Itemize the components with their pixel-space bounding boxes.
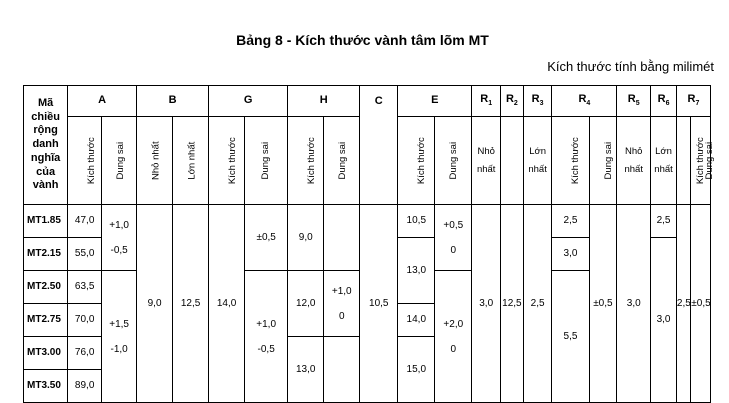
B-max: 12,5 [173, 205, 209, 403]
A-size: 89,0 [68, 370, 102, 403]
R1-min-header: Nhỏ nhất [472, 117, 501, 205]
R6-max-header: Lớn nhất [651, 117, 677, 205]
E-size: 13,0 [398, 238, 435, 304]
A-size-header: Kích thước [68, 117, 102, 205]
E-size: 15,0 [398, 337, 435, 403]
G-size-header: Kích thước [209, 117, 245, 205]
header-R1: $R_1$ [472, 86, 501, 117]
H-tolerance-blank [324, 337, 360, 403]
header-R5: $R_5$ [617, 86, 651, 117]
H-size: 12,0 [288, 271, 324, 337]
header-H: H [288, 86, 360, 117]
E-tol-header: Dung sai [435, 117, 472, 205]
A-size: 55,0 [68, 238, 102, 271]
rim-dimension-table [23, 85, 716, 403]
rim-code: MT3.50 [24, 370, 68, 403]
H-tol-header: Dung sai [324, 117, 360, 205]
header-R2: $R_2$ [501, 86, 524, 117]
R7-tolerance: ±0,5 [691, 205, 711, 403]
A-tolerance: +1,0 -0,5 [102, 205, 137, 271]
C-value: 10,5 [360, 205, 398, 403]
R4-size-header: Kích thước [552, 117, 589, 205]
E-size-header: Kích thước [398, 117, 435, 205]
R6-value: 3,0 [651, 238, 677, 403]
B-max-header: Lớn nhất [173, 117, 209, 205]
A-size: 76,0 [68, 337, 102, 370]
A-tolerance: +1,5 -1,0 [102, 271, 137, 403]
rim-code: MT2.50 [24, 271, 68, 304]
header-R7: $R_7$ [676, 86, 710, 117]
E-size: 14,0 [398, 304, 435, 337]
H-size: 13,0 [288, 337, 324, 403]
rim-code: MT3.00 [24, 337, 68, 370]
H-tolerance-blank [324, 205, 360, 271]
R4-size: 5,5 [552, 271, 589, 403]
H-size-header: Kích thước [288, 117, 324, 205]
R2-sub-header [501, 117, 524, 205]
header-C: C [360, 86, 398, 205]
unit-note: Kích thước tính bằng milimét [547, 59, 714, 74]
header-G: G [209, 86, 288, 117]
E-tolerance: +2,0 0 [435, 271, 472, 403]
A-size: 63,5 [68, 271, 102, 304]
R4-tolerance: ±0,5 [589, 205, 617, 403]
table-title: Bảng 8 - Kích thước vành tâm lõm MT [236, 32, 489, 48]
A-tol-header: Dung sai [102, 117, 137, 205]
G-tol-header: Dung sai [245, 117, 288, 205]
R4-tol-header: Dung sai [589, 117, 617, 205]
R4-size: 2,5 [552, 205, 589, 238]
B-min: 9,0 [137, 205, 173, 403]
R7-tol-header: Dung sai [691, 117, 711, 205]
R4-size: 3,0 [552, 238, 589, 271]
rim-designation-header: Mã chiều rộng danh nghĩa của vành [24, 86, 68, 205]
G-tolerance: ±0,5 [245, 205, 288, 271]
R7-size-header: Kích thước [676, 117, 690, 205]
A-size: 70,0 [68, 304, 102, 337]
B-min-header: Nhỏ nhất [137, 117, 173, 205]
header-E: E [398, 86, 472, 117]
header-R6: $R_6$ [651, 86, 677, 117]
rim-code: MT1.85 [24, 205, 68, 238]
H-tolerance: +1,0 0 [324, 271, 360, 337]
A-size: 47,0 [68, 205, 102, 238]
E-size: 10,5 [398, 205, 435, 238]
rim-code: MT2.15 [24, 238, 68, 271]
header-A: A [68, 86, 137, 117]
R5-value: 3,0 [617, 205, 651, 403]
R3-max-header: Lớn nhất [523, 117, 552, 205]
header-B: B [137, 86, 209, 117]
R7-size: 2,5 [676, 205, 690, 403]
header-R4: $R_4$ [552, 86, 617, 117]
G-tolerance: +1,0 -0,5 [245, 271, 288, 403]
H-size: 9,0 [288, 205, 324, 271]
header-R3: $R_3$ [523, 86, 552, 117]
rim-code: MT2.75 [24, 304, 68, 337]
R6-value: 2,5 [651, 205, 677, 238]
G-size: 14,0 [209, 205, 245, 403]
R2-value: 12,5 [501, 205, 524, 403]
R5-min-header: Nhỏ nhất [617, 117, 651, 205]
R3-value: 2,5 [523, 205, 552, 403]
R1-value: 3,0 [472, 205, 501, 403]
E-tolerance: +0,5 0 [435, 205, 472, 271]
